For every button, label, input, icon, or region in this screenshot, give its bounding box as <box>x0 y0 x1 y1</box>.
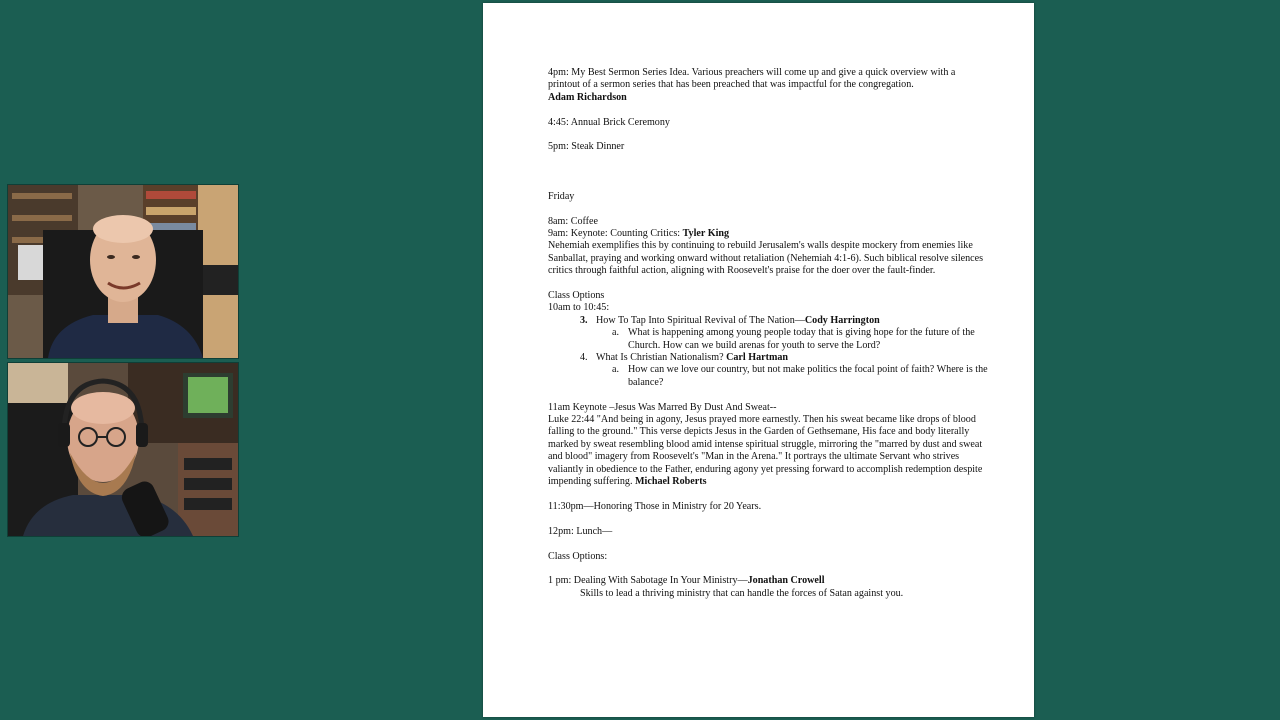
sermon-series-text: 4pm: My Best Sermon Series Idea. Various preachers will come up and give a quick overview with a printout of a sermon series that has been preached that was impactful for the congregation. <box>548 67 956 91</box>
class-item-2 <box>548 352 988 364</box>
sermon-series-speaker: Adam Richardson <box>548 91 627 103</box>
class-item-1-number: 3. <box>580 314 588 326</box>
class-item-2-sub-text: How can we love our country, but not make politics the focal point of faith? Where is the balance? <box>628 364 988 388</box>
lunch-item: 12pm: Lunch— <box>548 525 613 537</box>
participant-video-top <box>7 184 239 359</box>
brick-ceremony-item: 4:45: Annual Brick Ceremony <box>548 116 670 128</box>
document-text <box>548 67 988 600</box>
coffee-item: 8am: Coffee <box>548 215 598 227</box>
class-item-1-speaker: Cody Harrington <box>804 314 880 326</box>
participant-video-bottom-feed <box>8 363 238 536</box>
keynote2-speaker: Michael Roberts <box>635 476 707 488</box>
sabotage-speaker: Jonathan Crowell <box>747 575 825 587</box>
sabotage-item <box>548 575 988 587</box>
keynote2-description: Luke 22:44 "And being in agony, Jesus prayed more earnestly. Then his sweat became like drops of blood falling to the ground." This verse depicts Jesus in the Garden of Gethsemane, His face and body literally marked by sweat resembling blood amid intense spiritual struggle, mirroring the "marred by dust and sweat and blood" imagery from Roosevelt's "Man in the Arena." It portrays the ultimate Servant who strives valiantly in obedience to the Father, enduring agony yet pressing forward to accomplish redemption despite impending suffering. <box>548 414 983 488</box>
sermon-series-item <box>548 67 988 92</box>
keynote-speaker: Tyler King <box>682 228 730 240</box>
keynote2-title: 11am Keynote –Jesus Was Marred By Dust And Sweat-- <box>548 401 777 413</box>
class-item-1-sub-text: What is happening among young people today that is giving hope for the future of the Church. How can we build arenas for youth to serve the Lord? <box>628 327 975 351</box>
class-item-1-title: How To Tap Into Spiritual Revival of The Nation— <box>596 314 805 326</box>
participant-video-bottom <box>7 362 239 537</box>
steak-dinner-item: 5pm: Steak Dinner <box>548 141 625 153</box>
class-item-2-title: What Is Christian Nationalism? <box>596 352 724 364</box>
class-options-heading-2: Class Options: <box>548 550 608 562</box>
class-item-2-speaker: Carl Hartman <box>726 352 789 364</box>
shared-document-page <box>483 3 1034 717</box>
keynote2-item <box>548 414 988 488</box>
class-item-2-sub <box>548 364 988 389</box>
class-time: 10am to 10:45: <box>548 302 610 314</box>
class-item-1 <box>548 315 988 327</box>
class-item-2-number: 4. <box>580 352 588 364</box>
sabotage-title: 1 pm: Dealing With Sabotage In Your Ministry— <box>548 575 748 587</box>
class-item-1-sub <box>548 327 988 352</box>
class-item-2-sub-letter: a. <box>612 364 620 376</box>
keynote-description: Nehemiah exemplifies this by continuing to rebuild Jerusalem's walls despite mockery from enemies like Sanballat, praying and working onward without retaliation (Nehemiah 4:1-6). Such biblical resolve silences critics through faithful action, aligning with Roosevelt's praise for the doer over the fault-finder. <box>548 240 984 277</box>
participant-video-top-feed <box>8 185 238 358</box>
day-heading: Friday <box>548 190 575 202</box>
keynote-label: 9am: Keynote: Counting Critics: <box>548 228 681 240</box>
class-options-heading: Class Options <box>548 290 605 302</box>
keynote-item <box>548 228 988 240</box>
sabotage-description: Skills to lead a thriving ministry that can handle the forces of Satan against you. <box>580 587 904 599</box>
class-item-1-sub-letter: a. <box>612 327 620 339</box>
honoring-item: 11:30pm—Honoring Those in Ministry for 20 Years. <box>548 500 762 512</box>
